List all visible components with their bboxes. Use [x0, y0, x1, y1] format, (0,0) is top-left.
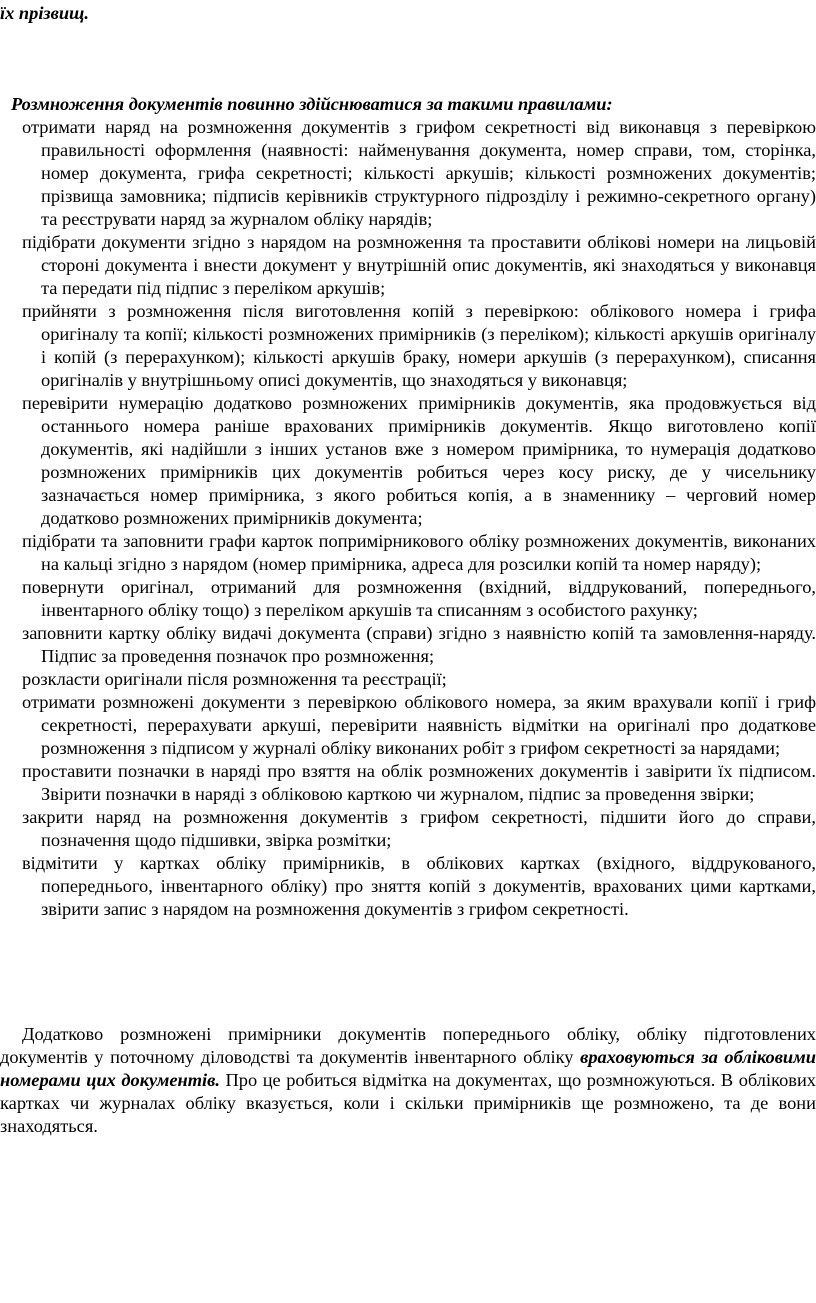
rule-item: заповнити картку обліку видачі документа (справи) згідно з наявністю копій та замовлення-наряду. Підпис за проведення позначок про розмноження; — [22, 623, 816, 666]
rule-item: проставити позначки в наряді про взяття на облік розмножених документів і завірити їх підписом. Звірити позначки в наряді з обліковою карткою чи журналом, підпис за проведення звірки; — [22, 761, 816, 804]
rule-item: підібрати документи згідно з нарядом на розмноження та проставити облікові номери на лицьовій стороні документа і внести документ у внутрішній опис документів, які знаходяться у виконавця та передати під підпис з переліком аркушів; — [22, 232, 816, 298]
rule-item: відмітити у картках обліку примірників, в облікових картках (вхідного, віддрукованого, попереднього, інвентарного обліку) про зняття копій з документів, врахованих цими картками, звірити запис з нарядом на розмноження документів з грифом секретності. — [22, 853, 816, 919]
top-text-fragment: їх прізвищ. — [0, 3, 89, 23]
rule-item: прийняти з розмноження після виготовлення копій з перевіркою: облікового номера і грифа оригіналу та копії; кількості розмножених примірників (з переліком); кількості аркушів оригіналу і копій (з перерахунком); кількості аркушів браку, номери аркушів (з перерахунком), списання оригіналів у внутрішньому описі документів, що знаходяться у виконавця; — [22, 301, 816, 390]
rule-item: повернути оригінал, отриманий для розмноження (вхідний, віддрукований, попереднього, інвентарного обліку тощо) з переліком аркушів та списанням з особистого рахунку; — [22, 577, 816, 620]
closing-paragraph — [0, 1023, 816, 1138]
closing-text-part2: Про це робиться відмітка на документах, що розмножуються. В облікових картках чи журналах обліку вказується, коли і скільки примірників ще розмножено, та де вони знаходяться. — [0, 1070, 816, 1136]
rule-item: перевірити нумерацію додатково розмножених примірників документів, яка продовжується від останнього номера раніше врахованих примірників документів. Якщо виготовлено копії документів, які надійшли з інших установ вже з номером примірника, то нумерація додатково розмножених примірників цих документів робиться через косу риску, де у чисельнику зазначається номер примірника, з якого робиться копія, а в знаменнику – черговий номер додатково розмножених примірників документа; — [22, 393, 816, 528]
closing-emphasis: враховуються за обліковими номерами цих документів. — [0, 1047, 816, 1090]
rule-item: підібрати та заповнити графи карток попримірникового обліку розмножених документів, виконаних на кальці згідно з нарядом (номер примірника, адреса для розсилки копій та номер наряду); — [22, 531, 816, 574]
rule-item: отримати розмножені документи з перевіркою облікового номера, за яким врахували копії і гриф секретності, перерахувати аркуші, перевірити наявність відмітки на оригіналі про додаткове розмноження з підписом у журналі обліку виконаних робіт з грифом секретності за нарядами; — [22, 692, 816, 758]
rule-item: закрити наряд на розмноження документів з грифом секретності, підшити його до справи, позначення щодо підшивки, звірка розмітки; — [22, 807, 816, 850]
rule-item: розкласти оригінали після розмноження та реєстрації; — [22, 669, 447, 689]
closing-text-part1: Додатково розмножені примірники документів попереднього обліку, обліку підготовлених документів у поточному діловодстві та документів інвентарного обліку — [0, 1024, 816, 1067]
rules-list — [22, 116, 816, 921]
rules-heading: Розмноження документів повинно здійснюватися за такими правилами: — [11, 94, 613, 114]
rule-item: отримати наряд на розмноження документів з грифом секретності від виконавця з перевіркою правильності оформлення (наявності: найменування документа, номер справи, том, сторінка, номер документа, грифа секретності; кількості аркушів; кількості розмножених документів; прізвища замовника; підписів керівників структурного підрозділу і режимно-секретного органу) та реєструвати наряд за журналом обліку нарядів; — [22, 117, 816, 229]
